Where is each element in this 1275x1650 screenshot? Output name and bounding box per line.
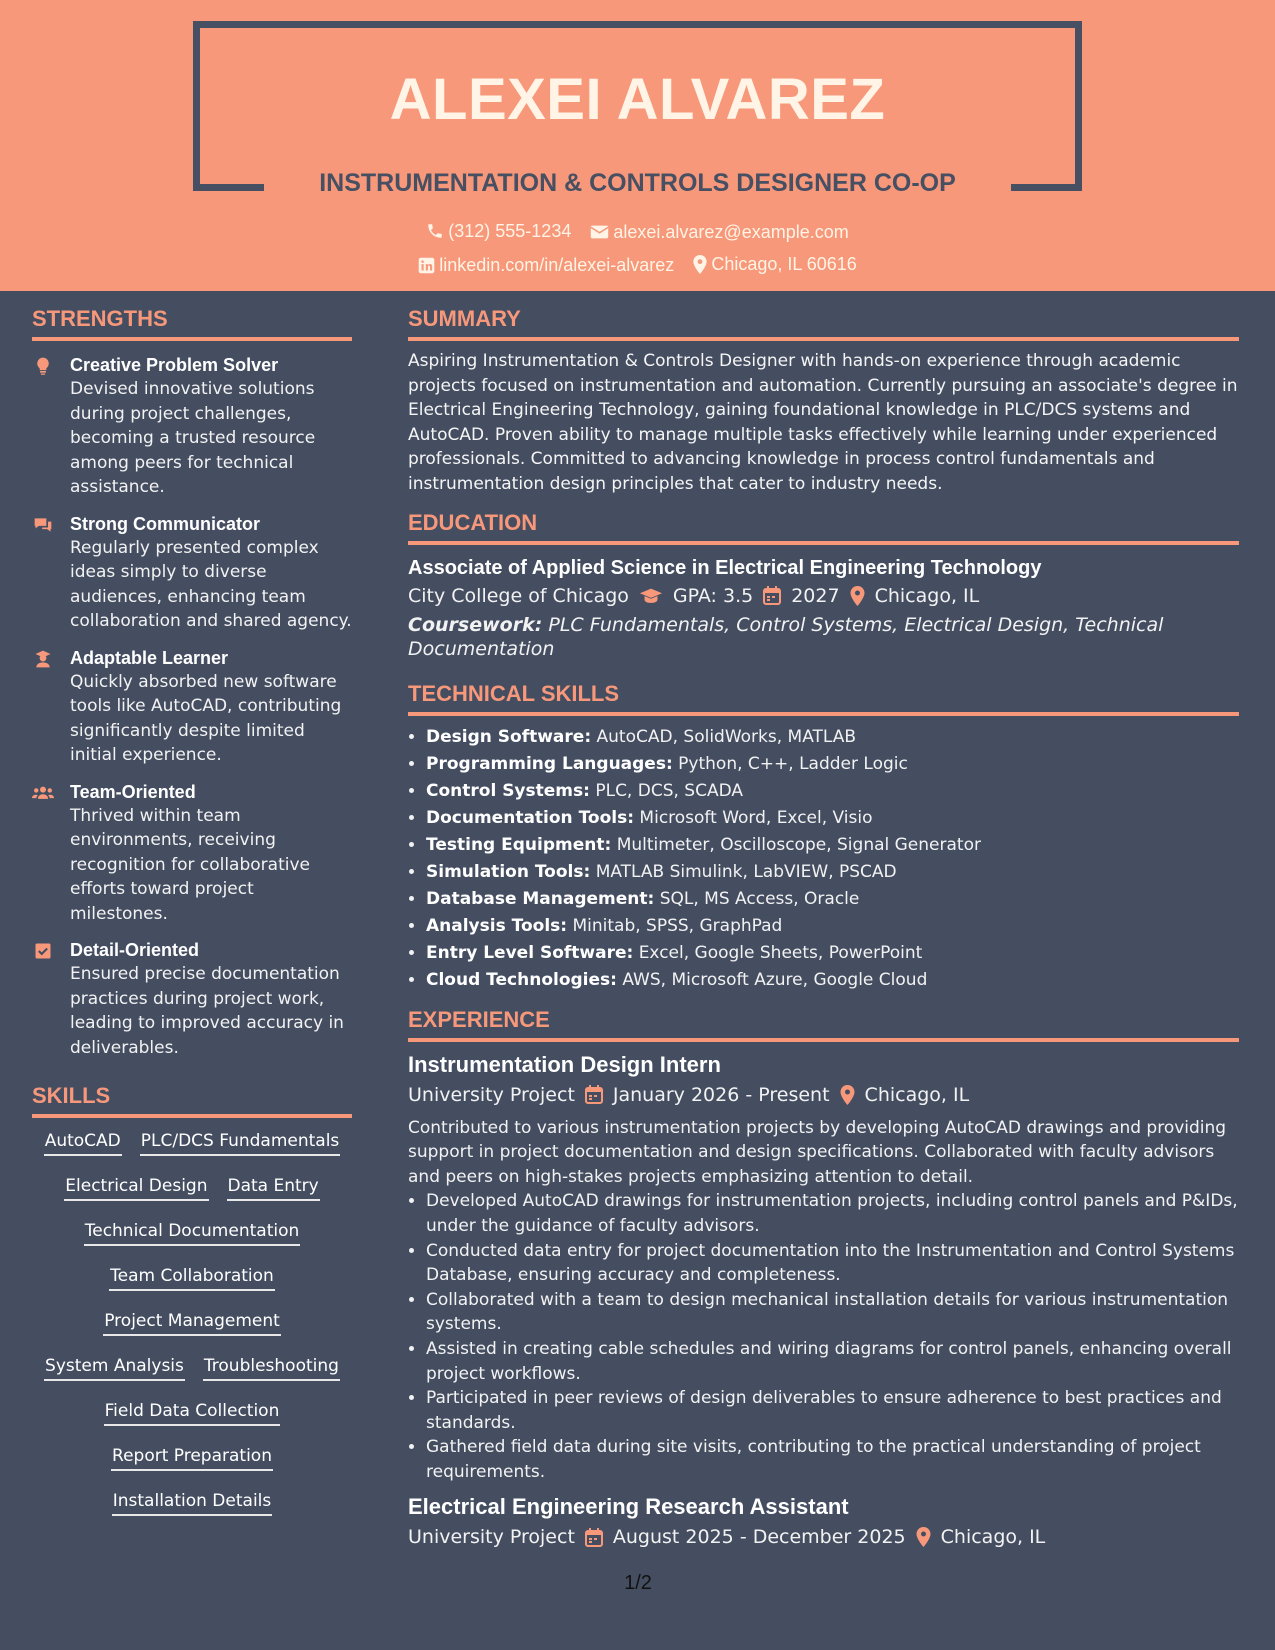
skills-list bbox=[32, 1128, 352, 1533]
strength-item bbox=[32, 780, 352, 927]
job-title: INSTRUMENTATION & CONTROLS DESIGNER CO-OP bbox=[319, 169, 956, 197]
strength-description: Devised innovative solutions during project challenges, becoming a trusted resource among peers for technical assistance. bbox=[70, 379, 316, 497]
strength-title: Creative Problem Solver bbox=[70, 355, 279, 375]
job-meta bbox=[408, 1080, 1239, 1110]
comments-icon bbox=[32, 515, 54, 535]
calendar-icon bbox=[763, 586, 781, 605]
list-item: • Participated in peer reviews of design deliverables to ensure adherence to best practices and standards. bbox=[426, 1386, 1239, 1435]
job-description: Contributed to various instrumentation projects by developing AutoCAD drawings and providing support in project documentation and design specifications. Collaborated with faculty advisors and peers on high-stakes projects emphasizing attention to detail. bbox=[408, 1117, 1227, 1187]
coursework-list: PLC Fundamentals, Control Systems, Electrical Design, Technical Documentation bbox=[408, 613, 1164, 661]
tech-skill-label: Analysis Tools: bbox=[426, 915, 568, 936]
strength-title: Team-Oriented bbox=[70, 781, 196, 802]
contact-row-2 bbox=[0, 252, 1275, 280]
degree-title: Associate of Applied Science in Electrical Engineering Technology bbox=[408, 556, 1042, 579]
map-pin-icon bbox=[850, 586, 865, 606]
skill-tag: Technical Documentation bbox=[84, 1218, 301, 1246]
school-name: City College of Chicago bbox=[408, 584, 629, 607]
tech-skill-label: Database Management: bbox=[426, 888, 655, 909]
strength-description: Regularly presented complex ideas simply to diverse audiences, enhancing team collaboration and shared agency. bbox=[70, 537, 352, 631]
tech-skill-label: Entry Level Software: bbox=[426, 942, 634, 963]
job-org: University Project bbox=[408, 1526, 575, 1549]
tech-skill-label: Cloud Technologies: bbox=[426, 969, 617, 990]
skill-tag: AutoCAD bbox=[44, 1128, 122, 1156]
skill-tag: Project Management bbox=[103, 1308, 281, 1336]
right-column bbox=[408, 291, 1239, 1552]
coursework bbox=[408, 613, 1239, 662]
list-item bbox=[426, 805, 1239, 832]
header-banner bbox=[0, 0, 1275, 291]
tech-skill-value: Python, C++, Ladder Logic bbox=[678, 753, 908, 774]
checkbox-icon bbox=[32, 941, 54, 961]
strength-description: Quickly absorbed new software tools like AutoCAD, contributing significantly despite limited initial experience. bbox=[70, 671, 342, 765]
tech-skill-label: Testing Equipment: bbox=[426, 834, 612, 855]
summary-heading: SUMMARY bbox=[408, 305, 1239, 341]
list-item bbox=[426, 886, 1239, 913]
contact-row-1 bbox=[0, 219, 1275, 246]
skill-tag: Team Collaboration bbox=[109, 1263, 275, 1291]
tech-skill-value: AWS, Microsoft Azure, Google Cloud bbox=[622, 969, 928, 990]
strengths-heading: STRENGTHS bbox=[32, 305, 352, 341]
page-number: 1/2 bbox=[624, 1572, 652, 1594]
envelope-icon bbox=[590, 224, 609, 240]
linkedin-contact[interactable] bbox=[418, 253, 674, 277]
list-item bbox=[426, 913, 1239, 940]
linkedin-icon bbox=[418, 257, 435, 274]
location-text: Chicago, IL 60616 bbox=[711, 254, 857, 274]
lightbulb-icon bbox=[32, 356, 54, 376]
users-icon bbox=[32, 783, 54, 803]
skill-tag: Field Data Collection bbox=[104, 1398, 281, 1426]
skill-tag: Report Preparation bbox=[111, 1443, 273, 1471]
job-meta bbox=[408, 1522, 1239, 1552]
list-item bbox=[426, 940, 1239, 967]
job-entry-title: Electrical Engineering Research Assistant bbox=[408, 1494, 849, 1520]
experience-heading: EXPERIENCE bbox=[408, 1006, 1239, 1042]
list-item: • Developed AutoCAD drawings for instrumentation projects, including control panels and P&IDs, under the guidance of faculty advisors. bbox=[426, 1189, 1239, 1238]
left-column bbox=[32, 291, 352, 1533]
tech-skill-value: PLC, DCS, SCADA bbox=[595, 780, 744, 801]
skill-tag: Electrical Design bbox=[64, 1173, 208, 1201]
technical-skills-heading: TECHNICAL SKILLS bbox=[408, 680, 1239, 716]
list-item: • Gathered field data during site visits, contributing to the practical understanding of project requirements. bbox=[426, 1435, 1239, 1484]
tech-skill-value: AutoCAD, SolidWorks, MATLAB bbox=[596, 726, 857, 747]
job-bullets bbox=[408, 1189, 1239, 1484]
tech-skill-value: Minitab, SPSS, GraphPad bbox=[572, 915, 783, 936]
strength-item bbox=[32, 353, 352, 500]
strength-item bbox=[32, 512, 352, 634]
tech-skill-value: Excel, Google Sheets, PowerPoint bbox=[638, 942, 923, 963]
education-meta bbox=[408, 581, 1239, 611]
list-item bbox=[426, 967, 1239, 994]
strength-description: Ensured precise documentation practices during project work, leading to improved accuracy in deliverables. bbox=[70, 964, 344, 1058]
strength-title: Strong Communicator bbox=[70, 513, 261, 534]
phone-icon bbox=[426, 222, 444, 240]
summary-text: Aspiring Instrumentation & Controls Designer with hands-on experience through academic projects focused on instrumentation and automation. Currently pursuing an associate's degree in Electrical Engineering Technology, gaining foundational knowledge in PLC/DCS systems and AutoCAD. Proven ability to manage multiple tasks effectively while learning under experienced professionals. Committed to advancing knowledge in process control fundamentals and instrumentation design principles that cater to industry needs. bbox=[408, 351, 1238, 494]
education-heading: EDUCATION bbox=[408, 509, 1239, 545]
phone-text: (312) 555-1234 bbox=[448, 221, 572, 241]
list-item bbox=[426, 751, 1239, 778]
map-pin-icon bbox=[693, 255, 707, 274]
calendar-icon bbox=[585, 1085, 603, 1104]
list-item bbox=[426, 778, 1239, 805]
phone-contact[interactable] bbox=[426, 219, 571, 243]
list-item: • Conducted data entry for project documentation into the Instrumentation and Control Systems Database, ensuring accuracy and completeness. bbox=[426, 1239, 1239, 1288]
education-location: Chicago, IL bbox=[874, 584, 980, 607]
location-contact bbox=[693, 252, 856, 276]
graduate-icon bbox=[32, 649, 54, 669]
coursework-label: Coursework: bbox=[408, 613, 543, 636]
tech-skill-value: SQL, MS Access, Oracle bbox=[659, 888, 860, 909]
technical-skills-list bbox=[408, 724, 1239, 994]
list-item: • Collaborated with a team to design mechanical installation details for various instrumentation systems. bbox=[426, 1288, 1239, 1337]
email-contact[interactable] bbox=[590, 220, 848, 244]
strength-item bbox=[32, 938, 352, 1060]
job-location: Chicago, IL bbox=[864, 1083, 970, 1106]
job-entry bbox=[408, 1050, 1239, 1485]
tech-skill-label: Design Software: bbox=[426, 726, 592, 747]
graduation-cap-icon bbox=[639, 587, 663, 605]
list-item bbox=[426, 859, 1239, 886]
skills-heading: SKILLS bbox=[32, 1082, 352, 1118]
list-item bbox=[426, 832, 1239, 859]
skill-tag: PLC/DCS Fundamentals bbox=[140, 1128, 341, 1156]
skill-tag: Installation Details bbox=[112, 1488, 273, 1516]
job-entry-title: Instrumentation Design Intern bbox=[408, 1051, 721, 1077]
strength-title: Detail-Oriented bbox=[70, 940, 200, 960]
job-org: University Project bbox=[408, 1083, 575, 1106]
graduation-year: 2027 bbox=[791, 584, 840, 607]
tech-skill-value: Microsoft Word, Excel, Visio bbox=[639, 807, 873, 828]
calendar-icon bbox=[585, 1528, 603, 1547]
candidate-name: ALEXEI ALVAREZ bbox=[389, 67, 886, 132]
job-entry bbox=[408, 1492, 1239, 1552]
map-pin-icon bbox=[840, 1085, 855, 1105]
strength-item bbox=[32, 646, 352, 768]
tech-skill-label: Simulation Tools: bbox=[426, 861, 591, 882]
tech-skill-value: MATLAB Simulink, LabVIEW, PSCAD bbox=[595, 861, 897, 882]
strength-description: Thrived within team environments, receiving recognition for collaborative efforts toward project milestones. bbox=[70, 805, 310, 924]
map-pin-icon bbox=[916, 1527, 931, 1547]
list-item bbox=[426, 724, 1239, 751]
skill-tag: System Analysis bbox=[44, 1353, 185, 1381]
tech-skill-label: Control Systems: bbox=[426, 780, 590, 801]
strength-title: Adaptable Learner bbox=[70, 647, 229, 668]
gpa: GPA: 3.5 bbox=[672, 584, 754, 607]
job-dates: January 2026 - Present bbox=[612, 1083, 830, 1106]
linkedin-text: linkedin.com/in/alexei-alvarez bbox=[439, 255, 675, 275]
tech-skill-value: Multimeter, Oscilloscope, Signal Generator bbox=[616, 834, 981, 855]
skill-tag: Troubleshooting bbox=[203, 1353, 340, 1381]
tech-skill-label: Programming Languages: bbox=[426, 753, 673, 774]
list-item: • Assisted in creating cable schedules and wiring diagrams for control panels, enhancing overall project workflows. bbox=[426, 1337, 1239, 1386]
job-dates: August 2025 - December 2025 bbox=[612, 1526, 906, 1549]
skill-tag: Data Entry bbox=[227, 1173, 320, 1201]
email-text: alexei.alvarez@example.com bbox=[613, 222, 849, 242]
job-location: Chicago, IL bbox=[940, 1526, 1046, 1549]
tech-skill-label: Documentation Tools: bbox=[426, 807, 635, 828]
